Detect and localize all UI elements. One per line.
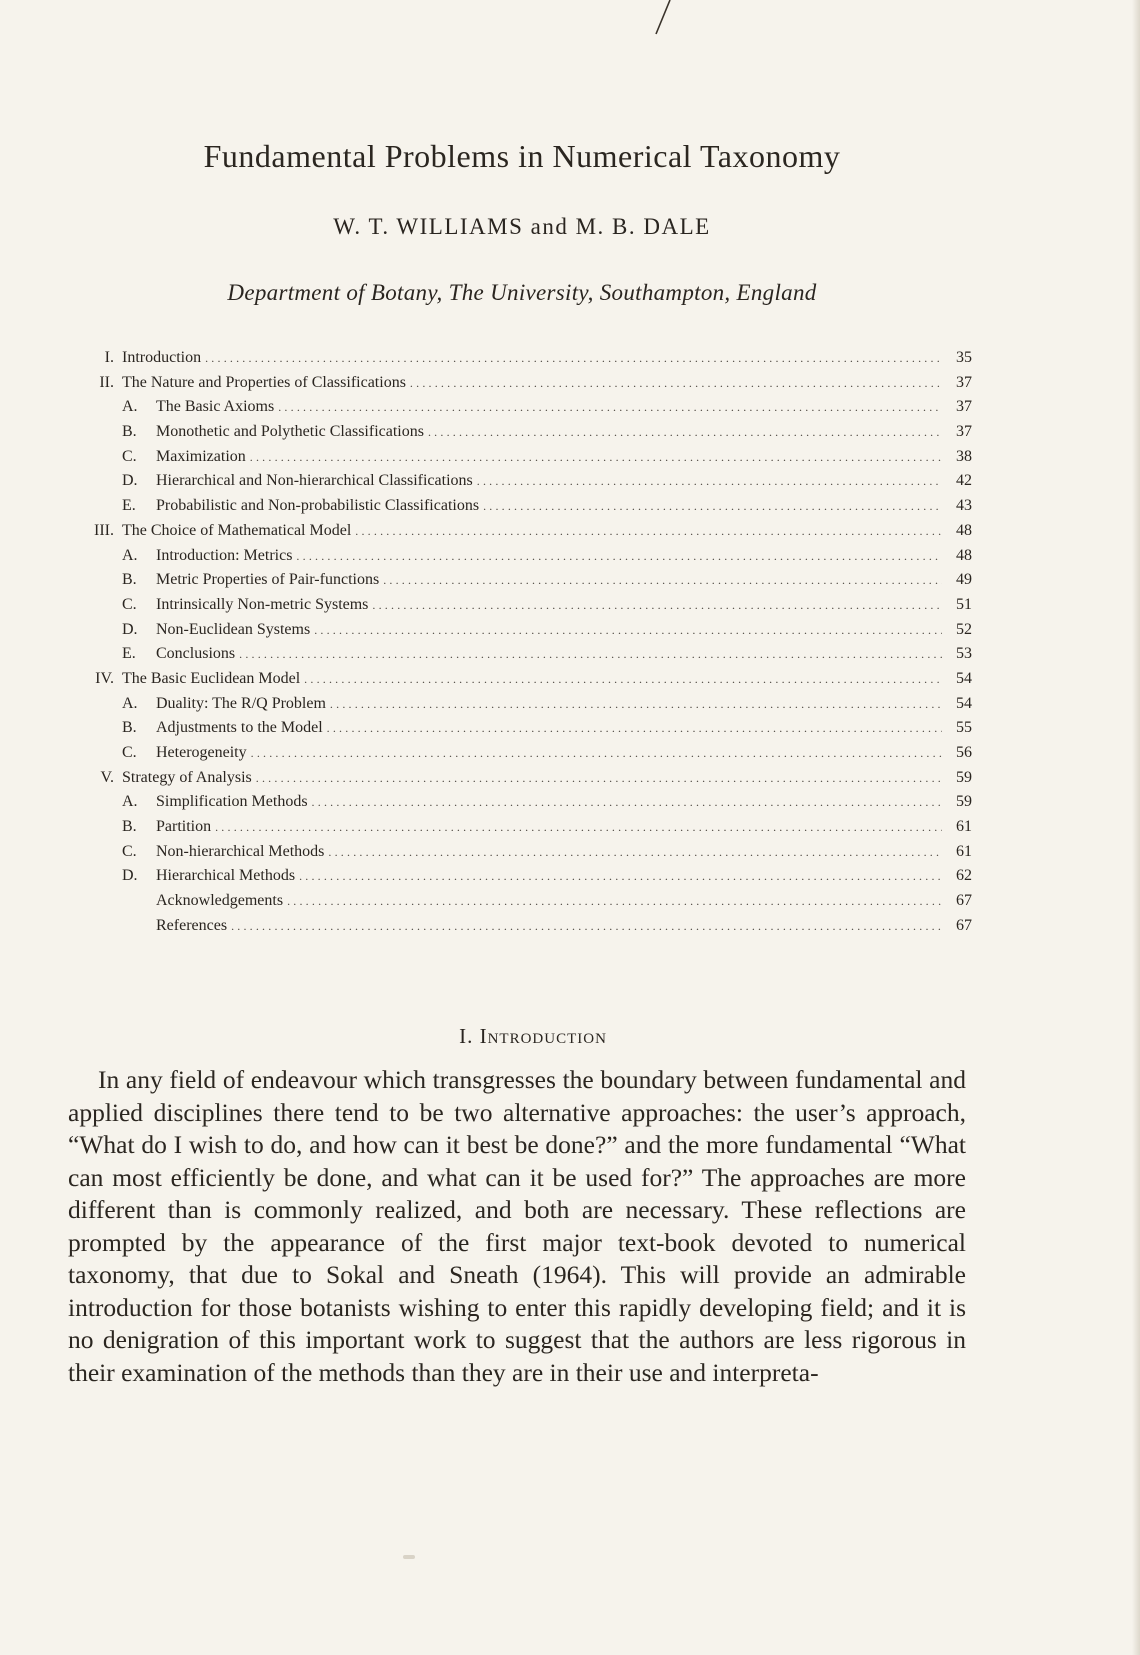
toc-entry-label: Heterogeneity	[156, 744, 247, 761]
toc-entry	[72, 840, 972, 865]
toc-entry-label: Strategy of Analysis	[122, 768, 252, 786]
toc-entry	[72, 420, 972, 445]
toc-entry-number: B.	[122, 719, 137, 737]
pen-mark	[648, 0, 678, 36]
toc-entry-page: 59	[956, 768, 972, 786]
paper-title: Fundamental Problems in Numerical Taxonomy	[203, 138, 841, 174]
toc-entry-page: 42	[956, 472, 972, 490]
body-paragraph	[68, 1064, 966, 1389]
toc-leader-dots	[330, 692, 942, 717]
toc-entry-page: 51	[956, 595, 972, 613]
toc-entry-number: III.	[94, 521, 114, 539]
toc-entry-label: The Choice of Mathematical Model	[122, 521, 352, 539]
paper-affiliation: Department of Botany, The University, Southampton, England	[227, 280, 817, 305]
toc-entry-label: Metric Properties of Pair-functions	[156, 571, 380, 589]
toc-leader-dots	[372, 593, 942, 618]
toc-entry-page: 48	[956, 521, 972, 539]
toc-entry-label: Partition	[156, 818, 212, 836]
toc-entry	[72, 494, 972, 519]
toc-entry-number: E.	[122, 645, 136, 663]
toc-entry-number: E.	[122, 497, 136, 515]
toc-entry-page: 43	[956, 497, 972, 515]
toc-entry-label: Maximization	[156, 447, 246, 465]
section-heading	[0, 1024, 1066, 1049]
toc-entry	[72, 593, 972, 618]
toc-entry-label: Hierarchical and Non-hierarchical Classifications	[156, 472, 473, 490]
toc-entry-number: A.	[122, 546, 138, 564]
toc-entry-number: B.	[122, 818, 137, 836]
toc-entry-page: 37	[956, 423, 972, 441]
toc-entry-number: B.	[122, 423, 137, 441]
toc-entry-page: 59	[956, 793, 972, 811]
toc-entry-number: C.	[122, 842, 137, 860]
toc-entry-page: 61	[956, 842, 972, 860]
toc-leader-dots	[215, 815, 942, 840]
toc-entry-number: V.	[100, 768, 114, 786]
toc-entry	[72, 692, 972, 717]
toc-entry-label: Acknowledgements	[156, 892, 284, 910]
toc-entry-page: 52	[956, 620, 972, 638]
toc-entry	[72, 568, 972, 593]
toc-entry-label: The Basic Axioms	[156, 398, 275, 416]
toc-leader-dots	[428, 420, 942, 445]
toc-entry-label: Conclusions	[156, 645, 236, 663]
table-of-contents	[72, 346, 972, 939]
toc-entry	[72, 642, 972, 667]
toc-entry	[72, 469, 972, 494]
toc-entry-label: Adjustments to the Model	[156, 719, 323, 737]
toc-entry-label: Probabilistic and Non-probabilistic Classifications	[156, 497, 480, 515]
toc-leader-dots	[328, 840, 942, 865]
toc-entry-page: 35	[956, 349, 972, 366]
toc-entry	[72, 519, 972, 544]
toc-entry-number: A.	[122, 694, 138, 712]
toc-entry-number: D.	[122, 472, 138, 490]
toc-entry	[72, 864, 972, 889]
section-number: I.	[459, 1024, 474, 1048]
toc-leader-dots	[250, 445, 942, 470]
toc-leader-dots	[304, 667, 942, 692]
toc-entry	[72, 889, 972, 914]
toc-leader-dots	[477, 469, 942, 494]
toc-entry-number: C.	[122, 595, 137, 613]
body-paragraph-text: In any field of endeavour which transgresses the boundary between fundamental and applied disciplines there tend to be two alternative approaches: the user’s approach, “What do I wish to do, and how can it best be done?” and the more fundamental “What can most efficiently be done, and what can it be used for?” The approaches are more different than is commonly realized, and both are necessary. These reflections are prompted by the appearance of the first major text-book devoted to numerical taxonomy, that due to Sokal and Sneath (1964). This will provide an admirable introduction for those botanists wishing to enter this rapidly developing field; and it is no denigration of this important work to suggest that the authors are less rigorous in their examination of the methods than they are in their use and interpreta-	[68, 1065, 966, 1387]
toc-entry-number: IV.	[95, 669, 114, 687]
toc-entry	[72, 790, 972, 815]
toc-leader-dots	[312, 790, 942, 815]
toc-entry	[72, 914, 972, 939]
toc-entry-label: Non-hierarchical Methods	[156, 842, 325, 860]
toc-entry-label: Monothetic and Polythetic Classifications	[156, 423, 424, 441]
toc-entry-page: 62	[956, 867, 972, 885]
toc-entry-number: C.	[122, 744, 137, 761]
toc-leader-dots	[383, 568, 942, 593]
toc-leader-dots	[327, 716, 942, 741]
toc-entry-number: II.	[99, 373, 114, 391]
toc-entry	[72, 371, 972, 396]
toc-entry-label: Introduction	[122, 349, 202, 366]
toc-entry	[72, 741, 972, 766]
toc-entry-page: 67	[956, 916, 972, 934]
toc-entry-label: Non-Euclidean Systems	[156, 620, 311, 638]
toc-entry-number: D.	[122, 867, 138, 885]
toc-leader-dots	[256, 766, 942, 791]
toc-entry-label: Simplification Methods	[156, 793, 308, 811]
paper-authors: W. T. WILLIAMS and M. B. DALE	[333, 214, 711, 239]
toc-leader-dots	[278, 395, 942, 420]
toc-leader-dots	[299, 864, 942, 889]
toc-entry-page: 53	[956, 645, 972, 663]
toc-leader-dots	[296, 544, 942, 569]
toc-entry-page: 54	[956, 694, 972, 712]
toc-entry-page: 49	[956, 571, 972, 589]
toc-entry-number: B.	[122, 571, 137, 589]
toc-leader-dots	[231, 914, 942, 939]
toc-entry-label: The Nature and Properties of Classifications	[122, 373, 406, 391]
toc-entry-page: 61	[956, 818, 972, 836]
toc-entry-page: 67	[956, 892, 972, 910]
toc-entry-label: Duality: The R/Q Problem	[156, 694, 326, 712]
toc-entry	[72, 815, 972, 840]
toc-leader-dots	[287, 889, 942, 914]
toc-entry-page: 38	[956, 447, 972, 465]
toc-entry-page: 56	[956, 744, 972, 761]
toc-entry-number: A.	[122, 793, 138, 811]
toc-entry-page: 54	[956, 669, 972, 687]
toc-entry-label: Hierarchical Methods	[156, 867, 296, 885]
toc-entry	[72, 667, 972, 692]
toc-entry-label: The Basic Euclidean Model	[122, 669, 301, 687]
toc-leader-dots	[355, 519, 942, 544]
toc-entry	[72, 346, 972, 371]
toc-leader-dots	[239, 642, 942, 667]
toc-entry	[72, 766, 972, 791]
toc-entry	[72, 544, 972, 569]
section-title: Introduction	[479, 1024, 607, 1048]
toc-entry	[72, 618, 972, 643]
toc-entry-number: C.	[122, 447, 137, 465]
toc-entry-label: Introduction: Metrics	[156, 546, 293, 564]
toc-entry	[72, 445, 972, 470]
toc-entry-page: 48	[956, 546, 972, 564]
toc-entry-page: 37	[956, 398, 972, 416]
toc-entry-number: I.	[104, 349, 114, 366]
toc-leader-dots	[251, 741, 942, 766]
toc-leader-dots	[314, 618, 942, 643]
toc-entry-number: A.	[122, 398, 138, 416]
toc-entry-label: Intrinsically Non-metric Systems	[156, 595, 369, 613]
page-edge-shadow	[1132, 0, 1140, 1655]
toc-entry-label: References	[156, 916, 228, 934]
toc-entry	[72, 716, 972, 741]
toc-entry	[72, 395, 972, 420]
toc-leader-dots	[205, 346, 942, 371]
toc-entry-page: 55	[956, 719, 972, 737]
toc-leader-dots	[483, 494, 942, 519]
toc-leader-dots	[410, 371, 942, 396]
page-smudge	[403, 1555, 415, 1559]
toc-entry-page: 37	[956, 373, 972, 391]
toc-entry-number: D.	[122, 620, 138, 638]
